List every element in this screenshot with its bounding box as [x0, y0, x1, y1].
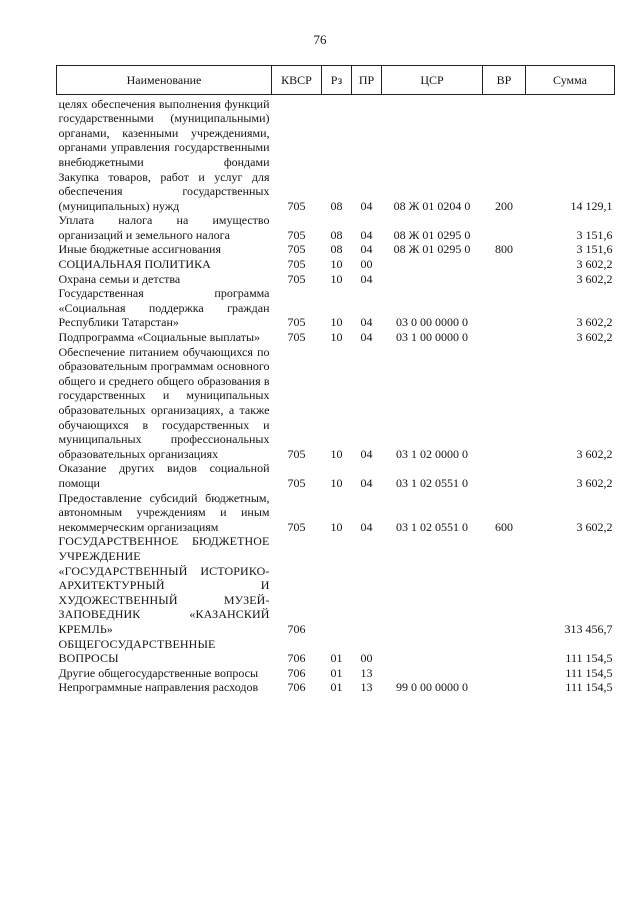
- row-pr: 04: [360, 242, 373, 257]
- table-row: [57, 286, 615, 330]
- row-name: Уплата налога на имущество организаций и земельного налога: [58, 213, 270, 242]
- row-kvsr: 705: [287, 257, 306, 272]
- row-name: Непрограммные направления расходов: [58, 680, 259, 695]
- row-name: Обеспечение питанием обучающихся по образовательным программам основного общего и среднего общего образования в государственных и муниципальных образовательных организациях, а также обучающихся в государственных и муниципальных профессиональных образовательных организациях: [58, 344, 270, 461]
- header-csr: ЦСР: [382, 66, 483, 95]
- header-kvsr: КВСР: [272, 66, 322, 95]
- header-sum: Сумма: [526, 66, 615, 95]
- row-sum: 3 602,2: [576, 315, 613, 330]
- table-row: [57, 213, 615, 242]
- row-vr: [483, 213, 526, 242]
- row-name: СОЦИАЛЬНАЯ ПОЛИТИКА: [58, 257, 211, 272]
- row-csr: 08 Ж 01 0295 0: [393, 227, 471, 242]
- row-pr: 13: [360, 680, 373, 695]
- row-name: целях обеспечения выполнения функций государственными (муниципальными) органами, казенными учреждениями, органами управления государственными внебюджетными фондами: [58, 96, 270, 169]
- row-name: Другие общегосударственные вопросы: [58, 665, 259, 680]
- row-csr: 03 1 02 0000 0: [396, 446, 468, 461]
- row-sum: 3 151,6: [576, 227, 613, 242]
- row-kvsr: 705: [287, 198, 306, 213]
- header-pr: ПР: [352, 66, 382, 95]
- budget-table: [56, 65, 615, 695]
- row-rz: 01: [330, 651, 343, 666]
- row-vr: 800: [495, 242, 513, 257]
- row-kvsr: 705: [287, 330, 306, 345]
- table-header-row: [57, 66, 615, 95]
- row-rz: 10: [330, 257, 343, 272]
- row-csr: [382, 257, 483, 272]
- row-sum: 111 154,5: [565, 665, 613, 680]
- row-sum: 111 154,5: [565, 680, 613, 695]
- table-row: [57, 345, 615, 462]
- row-kvsr: 706: [287, 665, 306, 680]
- row-sum: 3 602,2: [576, 330, 613, 345]
- table-row: [57, 666, 615, 681]
- row-kvsr: 705: [287, 475, 306, 490]
- row-kvsr: 705: [287, 315, 306, 330]
- row-kvsr: 705: [287, 519, 306, 534]
- row-sum: 313 456,7: [564, 621, 613, 636]
- row-rz: [322, 534, 352, 636]
- row-rz: 10: [330, 330, 343, 345]
- row-csr: 03 1 02 0551 0: [396, 519, 468, 534]
- row-rz: 01: [330, 665, 343, 680]
- table-row: [57, 491, 615, 535]
- row-pr: 04: [360, 271, 373, 286]
- row-rz: 08: [330, 227, 343, 242]
- row-name: Оказание других видов социальной помощи: [58, 461, 270, 490]
- row-sum: 111 154,5: [565, 651, 613, 666]
- header-rz: Рз: [322, 66, 352, 95]
- row-pr: 04: [360, 446, 373, 461]
- header-name: Наименование: [57, 66, 272, 95]
- row-pr: 00: [360, 257, 373, 272]
- row-pr: 04: [360, 227, 373, 242]
- row-sum: 3 151,6: [576, 242, 613, 257]
- row-csr: [382, 637, 483, 666]
- row-csr: 08 Ж 01 0295 0: [393, 242, 471, 257]
- row-pr: 00: [360, 651, 373, 666]
- row-vr: [483, 680, 526, 695]
- row-rz: 08: [330, 198, 343, 213]
- row-name: ГОСУДАРСТВЕННОЕ БЮДЖЕТНОЕ УЧРЕЖДЕНИЕ «ГОСУДАРСТВЕННЫЙ ИСТОРИКО-АРХИТЕКТУРНЫЙ И ХУДОЖЕСТВЕННЫЙ МУЗЕЙ-ЗАПОВЕДНИК «КАЗАНСКИЙ КРЕМЛЬ»: [58, 534, 270, 636]
- table-row: [57, 242, 615, 257]
- row-rz: [322, 95, 352, 170]
- row-vr: [483, 272, 526, 287]
- row-kvsr: 705: [287, 446, 306, 461]
- row-sum: 3 602,2: [576, 475, 613, 490]
- row-csr: 03 1 00 0000 0: [396, 330, 468, 345]
- row-kvsr: 705: [287, 242, 306, 257]
- row-vr: 600: [495, 519, 513, 534]
- row-sum: [526, 95, 615, 170]
- row-sum: 3 602,2: [576, 257, 613, 272]
- row-kvsr: [272, 95, 322, 170]
- row-csr: 03 0 00 0000 0: [396, 315, 468, 330]
- row-rz: 10: [330, 271, 343, 286]
- row-vr: [483, 461, 526, 490]
- table-row: [57, 272, 615, 287]
- row-name: Охрана семьи и детства: [58, 271, 181, 286]
- row-rz: 10: [330, 519, 343, 534]
- row-rz: 10: [330, 315, 343, 330]
- row-name: Иные бюджетные ассигнования: [58, 242, 221, 257]
- row-name: Закупка товаров, работ и услуг для обеспечения государственных (муниципальных) нужд: [58, 169, 270, 213]
- table-row: [57, 330, 615, 345]
- row-vr: 200: [495, 198, 513, 213]
- table-row: [57, 461, 615, 490]
- row-pr: 04: [360, 475, 373, 490]
- row-kvsr: 705: [287, 227, 306, 242]
- row-vr: [483, 345, 526, 462]
- row-kvsr: 706: [287, 621, 306, 636]
- table-row: [57, 170, 615, 214]
- table-row: [57, 257, 615, 272]
- row-sum: 3 602,2: [576, 446, 613, 461]
- row-sum: 3 602,2: [576, 519, 613, 534]
- table-row: [57, 680, 615, 695]
- row-csr: [382, 534, 483, 636]
- row-csr: 03 1 02 0551 0: [396, 475, 468, 490]
- page-number: 76: [313, 32, 327, 47]
- row-rz: 10: [330, 475, 343, 490]
- row-csr: [382, 272, 483, 287]
- row-sum: 3 602,2: [576, 271, 613, 286]
- row-vr: [483, 330, 526, 345]
- row-csr: 99 0 00 0000 0: [396, 680, 468, 695]
- row-kvsr: 705: [287, 271, 306, 286]
- row-rz: 01: [330, 680, 343, 695]
- row-pr: [352, 534, 382, 636]
- header-vr: ВР: [483, 66, 526, 95]
- row-vr: [483, 257, 526, 272]
- row-rz: 08: [330, 242, 343, 257]
- row-name: Государственная программа «Социальная поддержка граждан Республики Татарстан»: [58, 286, 270, 330]
- row-rz: 10: [330, 446, 343, 461]
- row-pr: 13: [360, 665, 373, 680]
- row-name: Подпрограмма «Социальные выплаты»: [58, 330, 261, 345]
- row-pr: [352, 95, 382, 170]
- row-vr: [483, 534, 526, 636]
- row-csr: [382, 95, 483, 170]
- row-pr: 04: [360, 330, 373, 345]
- row-vr: [483, 637, 526, 666]
- row-sum: 14 129,1: [570, 198, 613, 213]
- row-pr: 04: [360, 198, 373, 213]
- row-kvsr: 706: [287, 680, 306, 695]
- row-csr: 08 Ж 01 0204 0: [393, 198, 471, 213]
- row-csr: [382, 666, 483, 681]
- row-pr: 04: [360, 519, 373, 534]
- row-kvsr: 706: [287, 651, 306, 666]
- row-name: Предоставление субсидий бюджетным, автономным учреждениям и иным некоммерческим организациям: [58, 490, 270, 534]
- row-name: ОБЩЕГОСУДАРСТВЕННЫЕ ВОПРОСЫ: [58, 636, 216, 666]
- row-vr: [483, 95, 526, 170]
- row-pr: 04: [360, 315, 373, 330]
- row-vr: [483, 286, 526, 330]
- row-vr: [483, 666, 526, 681]
- table-row: [57, 637, 615, 666]
- table-row: [57, 95, 615, 170]
- table-row: [57, 534, 615, 636]
